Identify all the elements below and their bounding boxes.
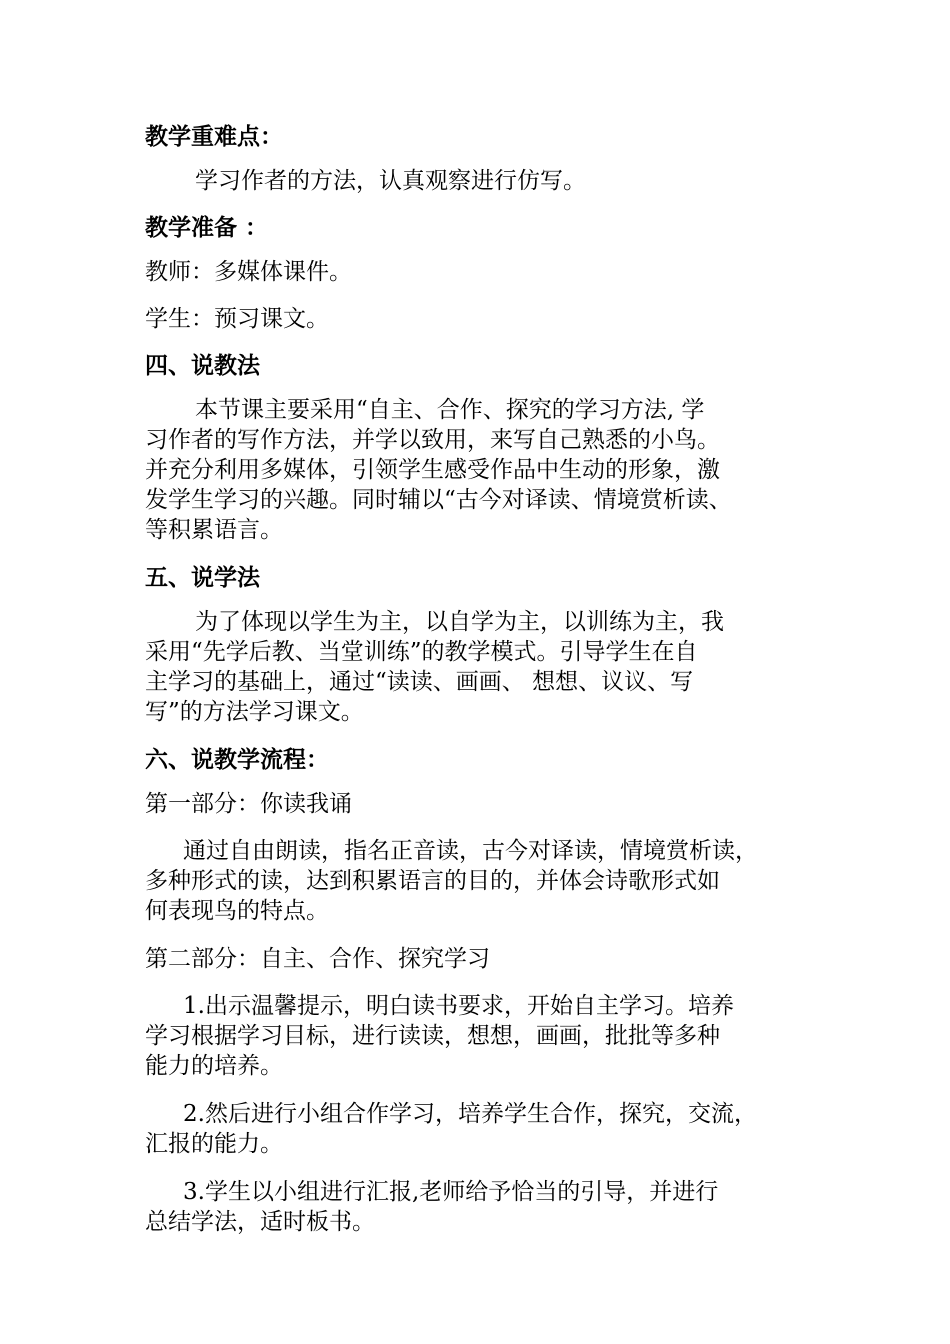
paragraph-line: 习作者的写作方法，并学以致用，来写自己熟悉的小鸟。 — [145, 427, 720, 453]
part1-paragraph — [145, 836, 815, 926]
heading-process: 六、说教学流程： — [145, 747, 329, 773]
paragraph-line: 何表现鸟的特点。 — [145, 898, 329, 924]
part2-title: 第二部分：自主、合作、探究学习 — [145, 946, 490, 972]
paragraph-line: 学习根据学习目标，进行读读，想想，画画，批批等多种 — [145, 1023, 720, 1049]
paragraph-line: 发学生学习的兴趣。同时辅以“古今对译读、情境赏析读、 — [145, 487, 732, 513]
heading-teaching-method: 四、说教法 — [145, 353, 260, 379]
part2-item-1 — [145, 991, 815, 1081]
paragraph-line: 3.学生以小组进行汇报,老师给予恰当的引导，并进行 — [183, 1179, 719, 1205]
part2-item-3 — [145, 1177, 815, 1237]
preparation-teacher: 教师：多媒体课件。 — [145, 259, 352, 285]
paragraph-line: 等积累语言。 — [145, 517, 283, 543]
paragraph-line: 为了体现以学生为主，以自学为主，以训练为主，我 — [195, 609, 724, 635]
paragraph-line: 多种形式的读，达到积累语言的目的，并体会诗歌形式如 — [145, 868, 720, 894]
key-points-text: 学习作者的方法，认真观察进行仿写。 — [195, 168, 586, 194]
paragraph-line: 能力的培养。 — [145, 1053, 283, 1079]
paragraph-line: 主学习的基础上，通过“读读、画画、 想想、议议、写 — [145, 669, 694, 695]
paragraph-line: 本节课主要采用“自主、合作、探究的学习方法, 学 — [195, 397, 705, 423]
paragraph-line: 1.出示温馨提示，明白读书要求，开始自主学习。培养 — [183, 993, 734, 1019]
part1-title: 第一部分：你读我诵 — [145, 791, 352, 817]
paragraph-line: 2.然后进行小组合作学习，培养学生合作，探究，交流， — [183, 1101, 757, 1127]
paragraph-line: 并充分利用多媒体，引领学生感受作品中生动的形象，激 — [145, 457, 720, 483]
paragraph-line: 通过自由朗读，指名正音读，古今对译读，情境赏析读， — [183, 838, 758, 864]
paragraph-line: 写”的方法学习课文。 — [145, 699, 364, 725]
paragraph-line: 采用“先学后教、当堂训练”的教学模式。引导学生在自 — [145, 639, 698, 665]
paragraph-line: 总结学法，适时板书。 — [145, 1209, 375, 1235]
preparation-student: 学生：预习课文。 — [145, 306, 329, 332]
document-page — [145, 122, 815, 1255]
paragraph-line: 汇报的能力。 — [145, 1131, 283, 1157]
teaching-method-paragraph — [145, 395, 815, 545]
heading-preparation: 教学准备 ： — [145, 215, 269, 241]
learning-method-paragraph — [145, 607, 815, 727]
heading-learning-method: 五、说学法 — [145, 565, 260, 591]
heading-key-points: 教学重难点： — [145, 124, 283, 150]
part2-item-2 — [145, 1099, 815, 1159]
